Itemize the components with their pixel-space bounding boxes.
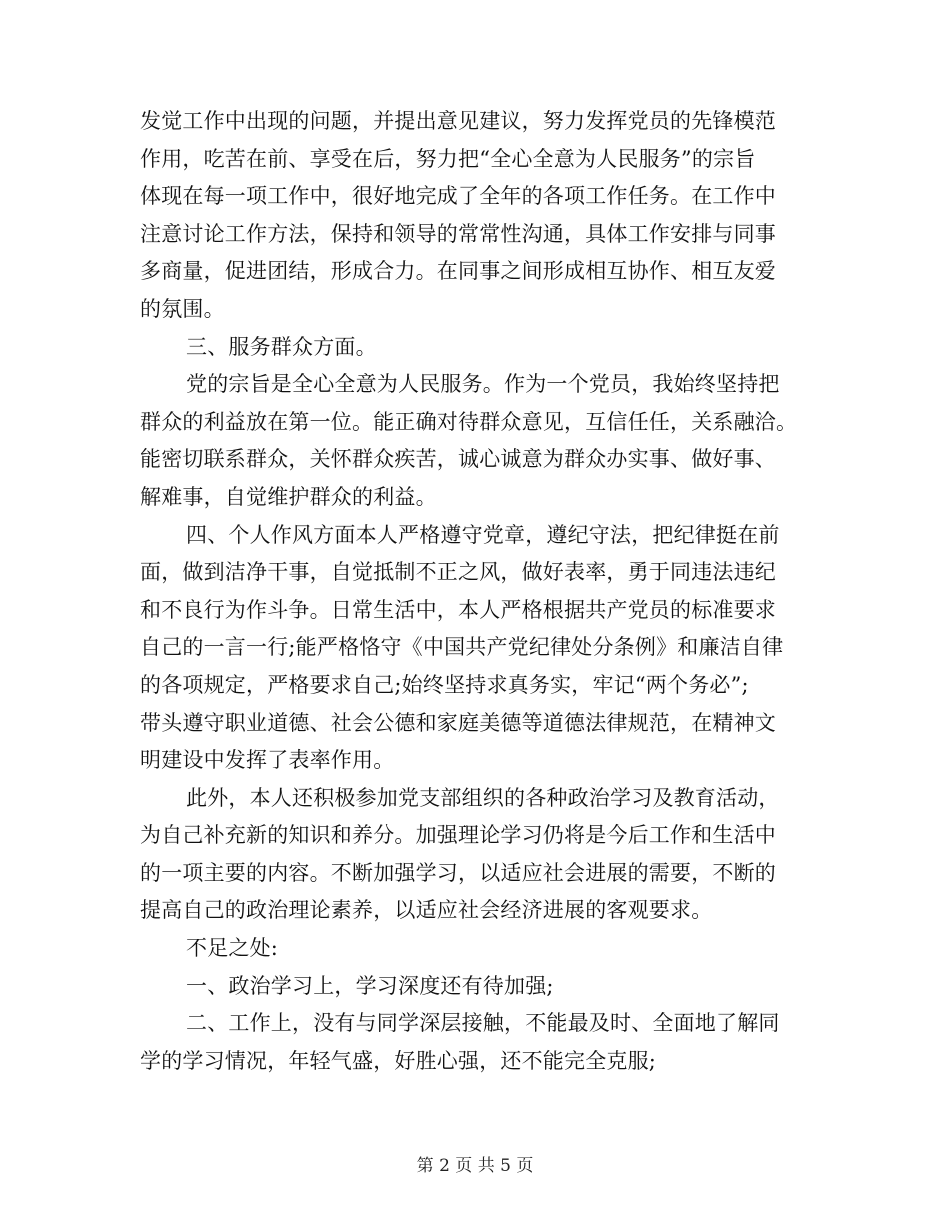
paragraph-serving-masses: 党的宗旨是全心全意为人民服务。作为一个党员，我始终坚持把 群众的利益放在第一位。能正确对待群众意见，互信任任，关系融洽。 能密切联系群众，关怀群众疾苦，诚心诚意为群众办实事、做好事、 解难事，自觉维护群众的利益。: [140, 372, 798, 509]
page-number-footer: 第 2 页 共 5 页: [416, 1156, 534, 1176]
heading-shortcomings: 不足之处:: [186, 936, 279, 961]
document-body: [140, 103, 815, 1080]
heading-serving-masses: 三、服务群众方面。: [186, 334, 377, 359]
paragraph-party-work-continued: 发觉工作中出现的问题，并提出意见建议，努力发挥党员的先锋模范 作用，吃苦在前、享受在后，努力把“全心全意为人民服务”的宗旨 体现在每一项工作中，很好地完成了全年的各项工作任务。在工作中 注意讨论工作方法，保持和领导的常常性沟通，具体工作安排与同事 多商量，促进团结，形成合力。在同事之间形成相互协作、相互友爱 的氛围。: [140, 109, 776, 321]
paragraph-personal-conduct: 四、个人作风方面本人严格遵守党章，遵纪守法，把纪律挺在前 面，做到洁净干事，自觉抵制不正之风，做好表率，勇于同违法违纪 和不良行为作斗争。日常生活中，本人严格根据共产党员的标准要求 自己的一言一行;能严格恪守《中国共产党纪律处分条例》和廉洁自律 的各项规定，严格要求自己;始终坚持求真务实，牢记“两个务必”; 带头遵守职业道德、社会公德和家庭美德等道德法律规范，在精神文 明建设中发挥了表率作用。: [140, 522, 784, 773]
paragraph-study-activities: 此外，本人还积极参加党支部组织的各种政治学习及教育活动， 为自己补充新的知识和养分。加强理论学习仍将是今后工作和生活中 的一项主要的内容。不断加强学习，以适应社会进展的需要，不断的 提高自己的政治理论素养，以适应社会经济进展的客观要求。: [140, 785, 780, 923]
shortcoming-item-2: 二、工作上，没有与同学深层接触，不能最及时、全面地了解同 学的学习情况，年轻气盛，好胜心强，还不能完全克服;: [140, 1011, 780, 1073]
shortcoming-item-1: 一、政治学习上，学习深度还有待加强;: [186, 973, 554, 998]
